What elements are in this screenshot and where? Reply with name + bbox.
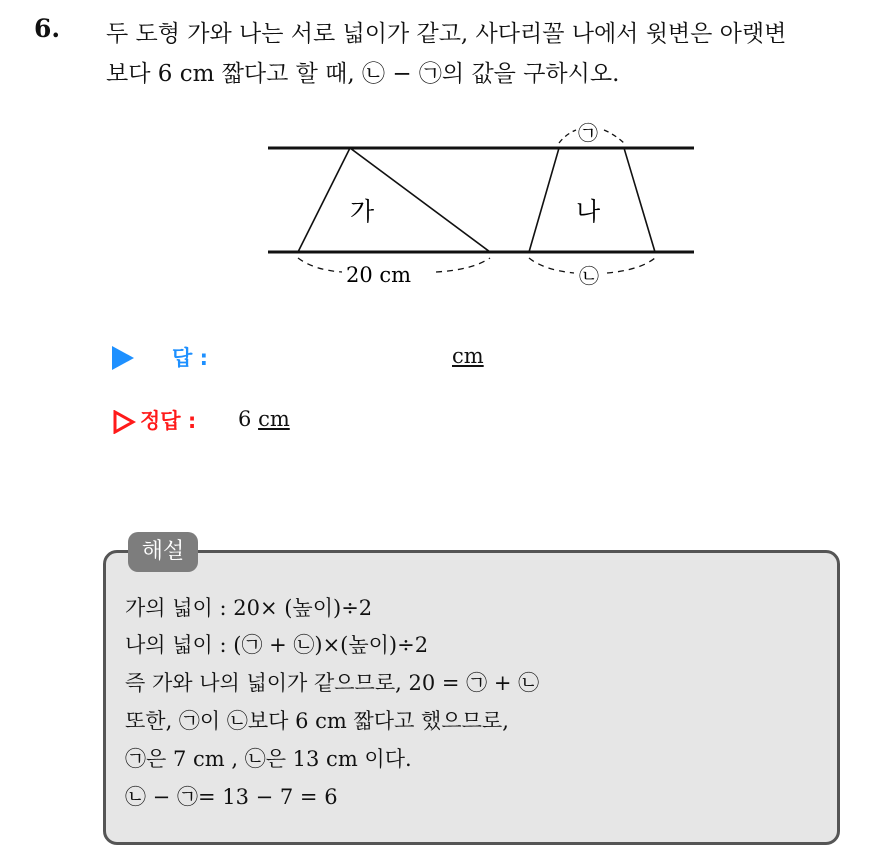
answer-row [112, 342, 532, 376]
explanation-line-4: 또한, ㉠이 ㉡보다 6 cm 짧다고 했으므로, [125, 709, 509, 733]
outline-triangle-icon [112, 410, 136, 434]
question-number: 6. [34, 14, 61, 43]
correct-answer-label: 정답 : [140, 409, 197, 433]
base-a-label: 20 cm [346, 263, 412, 287]
explanation-tab: 해설 [128, 532, 198, 572]
correct-answer-unit: cm [258, 407, 290, 431]
triangle-ga [298, 148, 490, 252]
explanation-line-3: 즉 가와 나의 넓이가 같으므로, 20 = ㉠ + ㉡ [125, 671, 540, 695]
shape-a-label: 가 [350, 197, 375, 226]
correct-answer-value [238, 407, 290, 431]
explanation-line-1: 가의 넓이 : 20× (높이)÷2 [125, 596, 373, 620]
question-text-line-1: 두 도형 가와 나는 서로 넓이가 같고, 사다리꼴 나에서 윗변은 아랫변 [106, 21, 787, 47]
play-triangle-icon [112, 346, 134, 370]
answer-label: 답 : [172, 346, 208, 370]
explanation-line-5: ㉠은 7 cm , ㉡은 13 cm 이다. [125, 747, 412, 771]
explanation-line-6: ㉡ − ㉠= 13 − 7 = 6 [125, 785, 338, 809]
correct-answer-row [112, 405, 412, 439]
question-text-line-2: 보다 6 cm 짧다고 할 때, ㉡ − ㉠의 값을 구하시오. [106, 61, 620, 87]
correct-answer-number: 6 [238, 407, 252, 431]
top-b-label: ㉠ [578, 121, 598, 145]
explanation-line-2: 나의 넓이 : (㉠ + ㉡)×(높이)÷2 [125, 633, 429, 657]
answer-unit: cm [452, 344, 484, 368]
base-b-label: ㉡ [579, 264, 599, 288]
shape-b-label: 나 [576, 197, 601, 226]
figure-diagram [262, 110, 702, 295]
